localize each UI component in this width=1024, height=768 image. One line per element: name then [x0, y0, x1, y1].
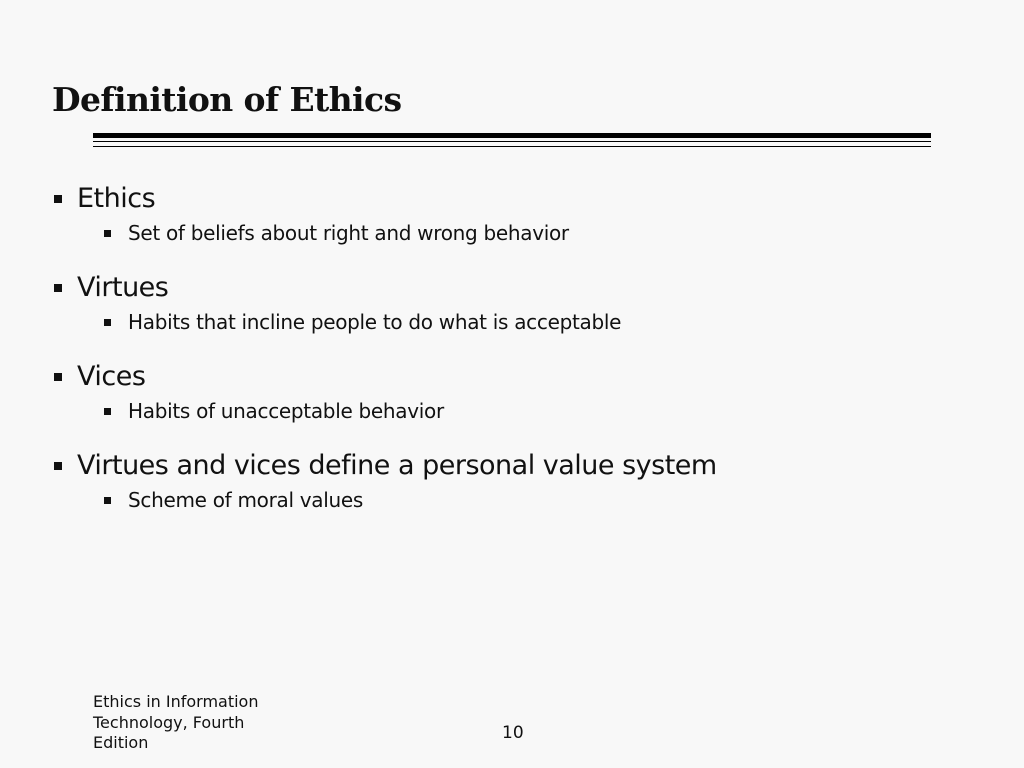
title-rule-thick: [93, 133, 931, 138]
bullet-item: [52, 180, 952, 218]
square-bullet-icon: [104, 408, 111, 415]
bullet-item: [52, 447, 952, 485]
square-bullet-icon: [104, 497, 111, 504]
sub-bullet-text: Habits that incline people to do what is acceptable: [128, 310, 622, 334]
bullet-list: [52, 180, 952, 515]
square-bullet-icon: [104, 319, 111, 326]
bullet-text: Virtues: [77, 272, 169, 303]
footer-source: Ethics in Information Technology, Fourth Edition: [93, 692, 259, 752]
sub-bullet-text: Scheme of moral values: [128, 488, 364, 512]
sub-bullet-item: [52, 485, 952, 515]
bullet-text: Vices: [77, 361, 146, 392]
bullet-item: [52, 269, 952, 307]
bullet-group-value-system: [52, 447, 952, 515]
bullet-group-ethics: [52, 180, 952, 248]
sub-bullet-text: Habits of unacceptable behavior: [128, 399, 444, 423]
bullet-group-virtues: [52, 269, 952, 337]
sub-bullet-item: [52, 218, 952, 248]
sub-bullet-text: Set of beliefs about right and wrong behavior: [128, 221, 569, 245]
slide-title: Definition of Ethics: [52, 80, 402, 119]
bullet-group-vices: [52, 358, 952, 426]
bullet-item: [52, 358, 952, 396]
square-bullet-icon: [54, 373, 62, 381]
bullet-text: Ethics: [77, 183, 156, 214]
square-bullet-icon: [54, 462, 62, 470]
title-rule-thin: [93, 146, 931, 147]
square-bullet-icon: [54, 195, 62, 203]
sub-bullet-item: [52, 307, 952, 337]
sub-bullet-item: [52, 396, 952, 426]
page-number: 10: [502, 723, 524, 743]
bullet-text: Virtues and vices define a personal value system: [77, 450, 717, 481]
title-rule-thin: [93, 141, 931, 142]
square-bullet-icon: [54, 284, 62, 292]
square-bullet-icon: [104, 230, 111, 237]
